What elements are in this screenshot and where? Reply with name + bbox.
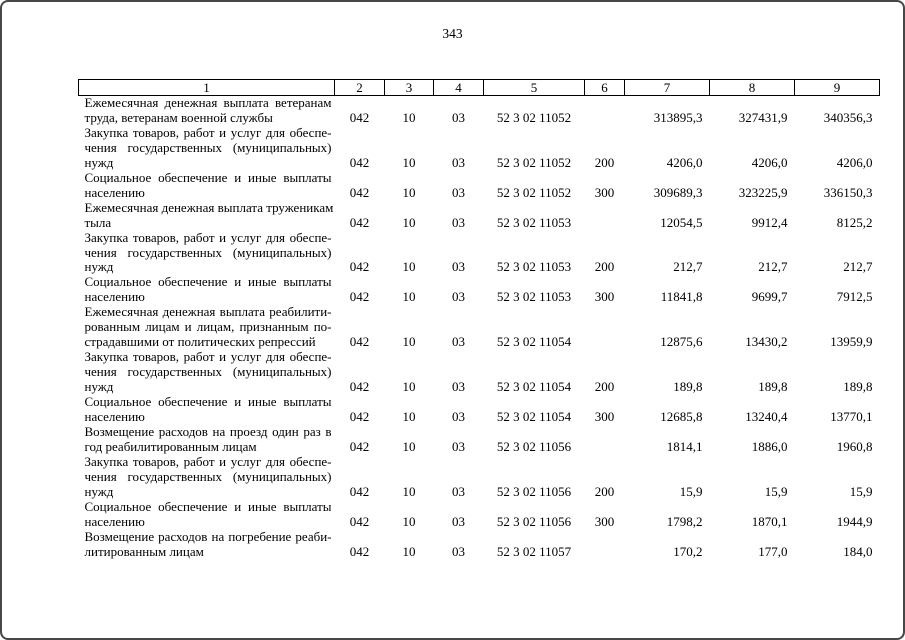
cell-c9: 15,9 [849, 483, 873, 499]
cell-c5: 52 3 02 11056 [496, 438, 572, 454]
cell-c9: 1960,8 [836, 438, 873, 454]
column-header-1: 1 [79, 80, 335, 96]
cell-c7: 12685,8 [660, 409, 703, 425]
row-name-line: населению [84, 184, 145, 200]
row-name [79, 231, 335, 276]
cell-c4: 03 [452, 214, 465, 230]
row-name [79, 425, 335, 455]
table-row [79, 395, 880, 425]
cell-c9: 13959,9 [830, 334, 873, 350]
cell-c7: 4206,0 [666, 154, 703, 170]
cell-c9: 212,7 [843, 259, 873, 275]
cell-c9: 13770,1 [830, 409, 873, 425]
cell-c8: 13430,2 [745, 334, 788, 350]
cell-c7: 1798,2 [666, 513, 703, 529]
cell-c7: 212,7 [673, 259, 703, 275]
cell-c9: 1944,9 [836, 513, 873, 529]
cell-c2: 042 [349, 409, 370, 425]
table-body [79, 96, 880, 560]
cell-c6 [585, 96, 625, 126]
cell-c4: 03 [452, 184, 465, 200]
row-name [79, 500, 335, 530]
cell-c3: 10 [402, 379, 416, 395]
cell-c5: 52 3 02 11054 [496, 409, 572, 425]
cell-c3: 10 [402, 184, 416, 200]
cell-c8: 327431,9 [738, 109, 788, 125]
cell-c4: 03 [452, 379, 465, 395]
row-name-line: страдавшими от политических репрессий [84, 334, 316, 350]
cell-c2: 042 [349, 214, 370, 230]
cell-c6: 300 [594, 513, 615, 529]
row-name [79, 395, 335, 425]
column-header-9: 9 [795, 80, 880, 96]
row-name-line: тыла [84, 214, 112, 230]
cell-c3: 10 [402, 289, 416, 305]
row-name-line: чения государственных (муниципальных) [84, 468, 332, 484]
cell-c6: 300 [594, 289, 615, 305]
row-name-line: нужд [84, 483, 114, 499]
row-name [79, 171, 335, 201]
cell-c4: 03 [452, 543, 465, 559]
column-header-5: 5 [484, 80, 585, 96]
cell-c7: 313895,3 [653, 109, 703, 125]
row-name-line: нужд [84, 379, 114, 395]
cell-c2: 042 [349, 543, 370, 559]
cell-c7: 309689,3 [653, 184, 703, 200]
row-name-line: Закупка товаров, работ и услуг для обеспе- [84, 124, 332, 140]
table-row [79, 96, 880, 126]
cell-c5: 52 3 02 11053 [496, 214, 572, 230]
cell-c2: 042 [349, 154, 370, 170]
cell-c5: 52 3 02 11054 [496, 379, 572, 395]
cell-c5: 52 3 02 11053 [496, 289, 572, 305]
cell-c3: 10 [402, 543, 416, 559]
cell-c6 [585, 201, 625, 231]
table-row [79, 231, 880, 276]
cell-c3: 10 [402, 409, 416, 425]
table-row [79, 126, 880, 171]
cell-c8: 1886,0 [751, 438, 788, 454]
table-row [79, 305, 880, 350]
table-row [79, 455, 880, 500]
cell-c3: 10 [402, 109, 416, 125]
cell-c2: 042 [349, 513, 370, 529]
cell-c3: 10 [402, 438, 416, 454]
row-name [79, 530, 335, 560]
cell-c3: 10 [402, 259, 416, 275]
cell-c7: 11841,8 [660, 289, 703, 305]
table-row [79, 350, 880, 395]
cell-c7: 15,9 [679, 483, 703, 499]
cell-c6: 300 [594, 409, 615, 425]
row-name [79, 275, 335, 305]
cell-c4: 03 [452, 409, 465, 425]
cell-c8: 323225,9 [738, 184, 788, 200]
cell-c6: 300 [594, 184, 615, 200]
cell-c8: 4206,0 [751, 154, 788, 170]
row-name [79, 201, 335, 231]
cell-c2: 042 [349, 483, 370, 499]
cell-c6: 200 [594, 259, 615, 275]
cell-c5: 52 3 02 11052 [496, 109, 572, 125]
cell-c2: 042 [349, 109, 370, 125]
cell-c9: 189,8 [843, 379, 873, 395]
cell-c6 [585, 530, 625, 560]
table-row [79, 201, 880, 231]
table-row [79, 500, 880, 530]
cell-c9: 184,0 [843, 543, 873, 559]
row-name-line: труда, ветеранам военной службы [84, 109, 273, 125]
cell-c4: 03 [452, 259, 465, 275]
row-name-line: Закупка товаров, работ и услуг для обеспе- [84, 349, 332, 365]
cell-c9: 4206,0 [836, 154, 873, 170]
cell-c8: 189,8 [758, 379, 788, 395]
cell-c9: 7912,5 [836, 289, 873, 305]
cell-c8: 13240,4 [745, 409, 788, 425]
cell-c2: 042 [349, 438, 370, 454]
row-name-line: чения государственных (муниципальных) [84, 244, 332, 260]
row-name-line: Социальное обеспечение и иные выплаты [84, 394, 332, 410]
cell-c4: 03 [452, 109, 465, 125]
cell-c8: 9699,7 [751, 289, 788, 305]
row-name-line: год реабилитированным лицам [84, 438, 257, 454]
cell-c8: 9912,4 [751, 214, 788, 230]
row-name-line: Социальное обеспечение и иные выплаты [84, 498, 332, 514]
budget-table [78, 79, 880, 560]
cell-c7: 12875,6 [660, 334, 703, 350]
cell-c2: 042 [349, 379, 370, 395]
cell-c6: 200 [594, 483, 615, 499]
row-name-line: Возмещение расходов на погребение реаби- [84, 528, 332, 544]
row-name-line: рованным лицам и лицам, признанным по- [84, 319, 332, 335]
row-name-line: Закупка товаров, работ и услуг для обеспе- [84, 229, 332, 245]
cell-c8: 15,9 [764, 483, 788, 499]
row-name-line: населению [84, 289, 145, 305]
cell-c9: 340356,3 [823, 109, 873, 125]
cell-c8: 212,7 [758, 259, 788, 275]
row-name [79, 350, 335, 395]
row-name-line: Ежемесячная денежная выплата ветеранам [84, 95, 332, 110]
cell-c3: 10 [402, 214, 416, 230]
row-name-line: Ежемесячная денежная выплата труженикам [84, 199, 334, 215]
cell-c5: 52 3 02 11053 [496, 259, 572, 275]
cell-c7: 170,2 [673, 543, 703, 559]
cell-c8: 177,0 [758, 543, 788, 559]
row-name-line: нужд [84, 154, 114, 170]
cell-c4: 03 [452, 513, 465, 529]
column-header-6: 6 [585, 80, 625, 96]
table-row [79, 171, 880, 201]
cell-c5: 52 3 02 11056 [496, 513, 572, 529]
cell-c3: 10 [402, 334, 416, 350]
cell-c2: 042 [349, 334, 370, 350]
cell-c3: 10 [402, 513, 416, 529]
cell-c5: 52 3 02 11052 [496, 154, 572, 170]
row-name [79, 305, 335, 350]
cell-c5: 52 3 02 11054 [496, 334, 572, 350]
row-name-line: Социальное обеспечение и иные выплаты [84, 169, 332, 185]
table-row [79, 275, 880, 305]
cell-c7: 1814,1 [666, 438, 703, 454]
row-name-line: Социальное обеспечение и иные выплаты [84, 274, 332, 290]
cell-c2: 042 [349, 259, 370, 275]
cell-c7: 12054,5 [660, 214, 703, 230]
row-name [79, 126, 335, 171]
row-name-line: населению [84, 513, 145, 529]
row-name [79, 96, 335, 126]
cell-c7: 189,8 [673, 379, 703, 395]
row-name-line: нужд [84, 259, 114, 275]
page-number: 343 [442, 26, 463, 41]
cell-c9: 8125,2 [836, 214, 873, 230]
row-name-line: чения государственных (муниципальных) [84, 364, 332, 380]
cell-c6: 200 [594, 379, 615, 395]
cell-c5: 52 3 02 11057 [496, 543, 572, 559]
cell-c5: 52 3 02 11056 [496, 483, 572, 499]
column-header-2: 2 [335, 80, 385, 96]
column-header-8: 8 [710, 80, 795, 96]
row-name-line: чения государственных (муниципальных) [84, 139, 332, 155]
row-name-line: литированным лицам [84, 543, 204, 559]
cell-c6 [585, 305, 625, 350]
cell-c4: 03 [452, 438, 465, 454]
row-name-line: Ежемесячная денежная выплата реабилити- [84, 304, 332, 320]
row-name [79, 455, 335, 500]
column-header-4: 4 [434, 80, 484, 96]
cell-c6 [585, 425, 625, 455]
cell-c9: 336150,3 [823, 184, 873, 200]
cell-c2: 042 [349, 184, 370, 200]
cell-c4: 03 [452, 334, 465, 350]
table-row [79, 425, 880, 455]
cell-c3: 10 [402, 154, 416, 170]
column-header-3: 3 [385, 80, 434, 96]
cell-c4: 03 [452, 289, 465, 305]
cell-c3: 10 [402, 483, 416, 499]
table-row [79, 530, 880, 560]
cell-c6: 200 [594, 154, 615, 170]
cell-c5: 52 3 02 11052 [496, 184, 572, 200]
cell-c8: 1870,1 [751, 513, 788, 529]
cell-c4: 03 [452, 483, 465, 499]
table-header-row [79, 80, 880, 96]
row-name-line: Возмещение расходов на проезд один раз в [84, 423, 332, 439]
cell-c4: 03 [452, 154, 465, 170]
row-name-line: Закупка товаров, работ и услуг для обеспе- [84, 453, 332, 469]
column-header-7: 7 [625, 80, 710, 96]
cell-c2: 042 [349, 289, 370, 305]
row-name-line: населению [84, 409, 145, 425]
